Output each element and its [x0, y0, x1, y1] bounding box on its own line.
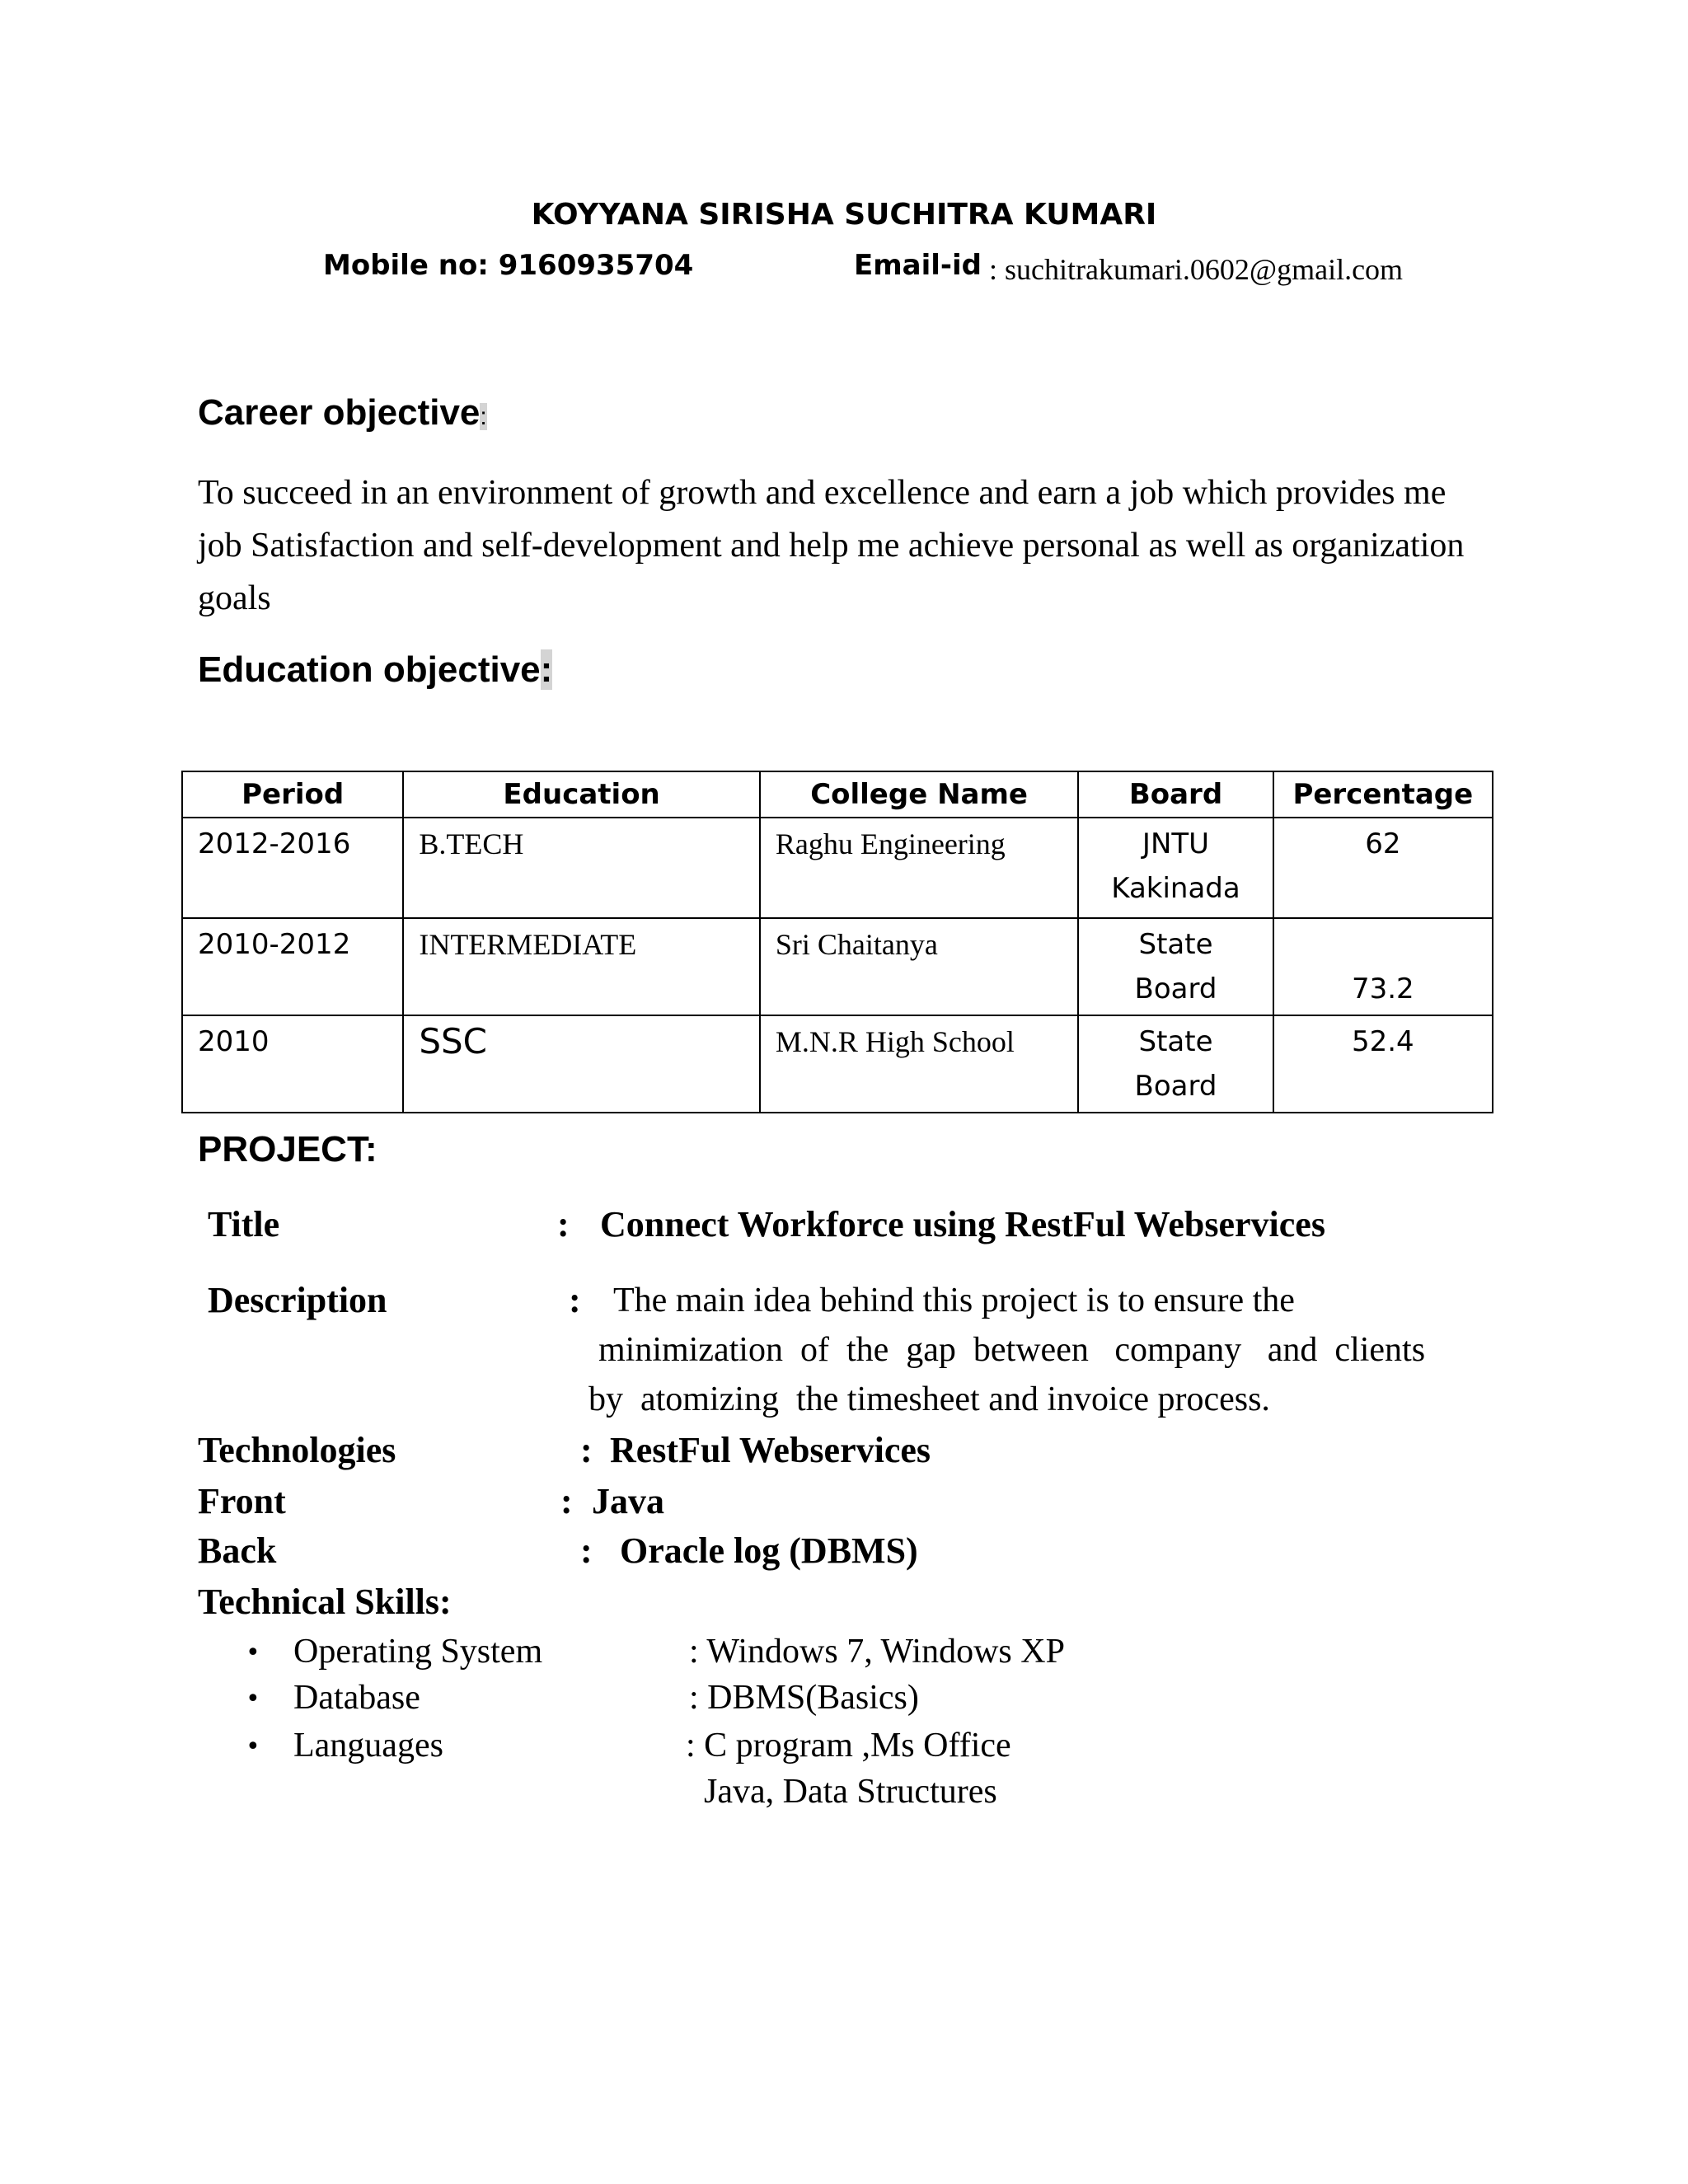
cell-period: 2010-2012 [182, 918, 403, 1015]
technologies-colon: : [580, 1430, 593, 1470]
cell-college: Raghu Engineering [760, 818, 1078, 918]
skill-value-languages: : C program ,Ms Office [686, 1727, 1011, 1765]
cell-board-line-2: Kakinada [1111, 872, 1240, 905]
project-description-label: Description [208, 1280, 387, 1320]
column-header-education: Education [403, 771, 760, 818]
career-objective-heading [198, 392, 487, 434]
email-address[interactable]: : suchitrakumari.0602@gmail.com [989, 253, 1404, 286]
table-row [182, 1015, 1493, 1113]
skill-label-database: Database [293, 1679, 420, 1717]
cell-education: B.TECH [403, 818, 760, 918]
technical-skills-heading: Technical Skills: [198, 1582, 452, 1622]
skill-label-languages: Languages [293, 1727, 443, 1765]
cell-education: SSC [403, 1015, 760, 1113]
project-description-line-2: minimization of the gap between company and clients [598, 1331, 1426, 1369]
project-description-line-3: by atomizing the timesheet and invoice process. [588, 1380, 1270, 1418]
cell-college: M.N.R High School [760, 1015, 1078, 1113]
education-objective-heading [198, 649, 552, 691]
cell-percentage: 73.2 [1273, 918, 1493, 1015]
cell-period: 2012-2016 [182, 818, 403, 918]
bullet-icon: • [246, 1732, 260, 1761]
education-table [181, 771, 1493, 1113]
skill-value-database: : DBMS(Basics) [689, 1679, 919, 1717]
front-colon: : [560, 1481, 573, 1521]
cell-college: Sri Chaitanya [760, 918, 1078, 1015]
career-objective-text: To succeed in an environment of growth and excellence and earn a job which provides me job Satisfaction and self-development and help me achieve personal as well as organization goals [198, 474, 1465, 617]
education-objective-title: Education objective [198, 649, 541, 690]
skill-value-operating-system: : Windows 7, Windows XP [689, 1633, 1065, 1671]
career-objective-colon: : [480, 403, 487, 430]
column-header-board: Board [1078, 771, 1273, 818]
cell-percentage: 62 [1273, 818, 1493, 918]
project-title-label: Title [208, 1204, 280, 1244]
back-colon: : [580, 1530, 593, 1571]
column-header-college-name: College Name [760, 771, 1078, 818]
front-label: Front [198, 1481, 286, 1521]
skill-label-operating-system: Operating System [293, 1633, 543, 1671]
cell-board-line-1: JNTU [1142, 827, 1210, 860]
bullet-icon: • [246, 1638, 260, 1667]
cell-period: 2010 [182, 1015, 403, 1113]
project-description-colon: : [569, 1280, 581, 1320]
back-value: Oracle log (DBMS) [620, 1530, 918, 1571]
technologies-value: RestFul Webservices [610, 1430, 931, 1470]
project-description-line-1: The main idea behind this project is to ensure the [613, 1282, 1295, 1319]
project-title-value: Connect Workforce using RestFul Webservices [600, 1204, 1325, 1244]
resume-name: KOYYANA SIRISHA SUCHITRA KUMARI [531, 198, 1157, 232]
cell-percentage: 52.4 [1273, 1015, 1493, 1113]
email-label: Email-id [854, 249, 982, 282]
table-header-row [182, 771, 1493, 818]
cell-education: INTERMEDIATE [403, 918, 760, 1015]
bullet-icon: • [246, 1685, 260, 1713]
table-row [182, 818, 1493, 918]
technologies-label: Technologies [198, 1430, 396, 1470]
column-header-period: Period [182, 771, 403, 818]
mobile-number: Mobile no: 9160935704 [323, 249, 694, 282]
cell-board: State Board [1078, 918, 1273, 1015]
project-heading: PROJECT: [198, 1129, 377, 1169]
cell-board [1078, 818, 1273, 918]
front-value: Java [592, 1481, 664, 1521]
career-objective-title: Career objective [198, 392, 481, 433]
table-row [182, 918, 1493, 1015]
education-objective-colon: : [540, 649, 553, 690]
skill-value-languages-continued: Java, Data Structures [704, 1773, 997, 1811]
back-label: Back [198, 1530, 277, 1571]
column-header-percentage: Percentage [1273, 771, 1493, 818]
cell-board: State Board [1078, 1015, 1273, 1113]
project-title-colon: : [557, 1204, 570, 1244]
